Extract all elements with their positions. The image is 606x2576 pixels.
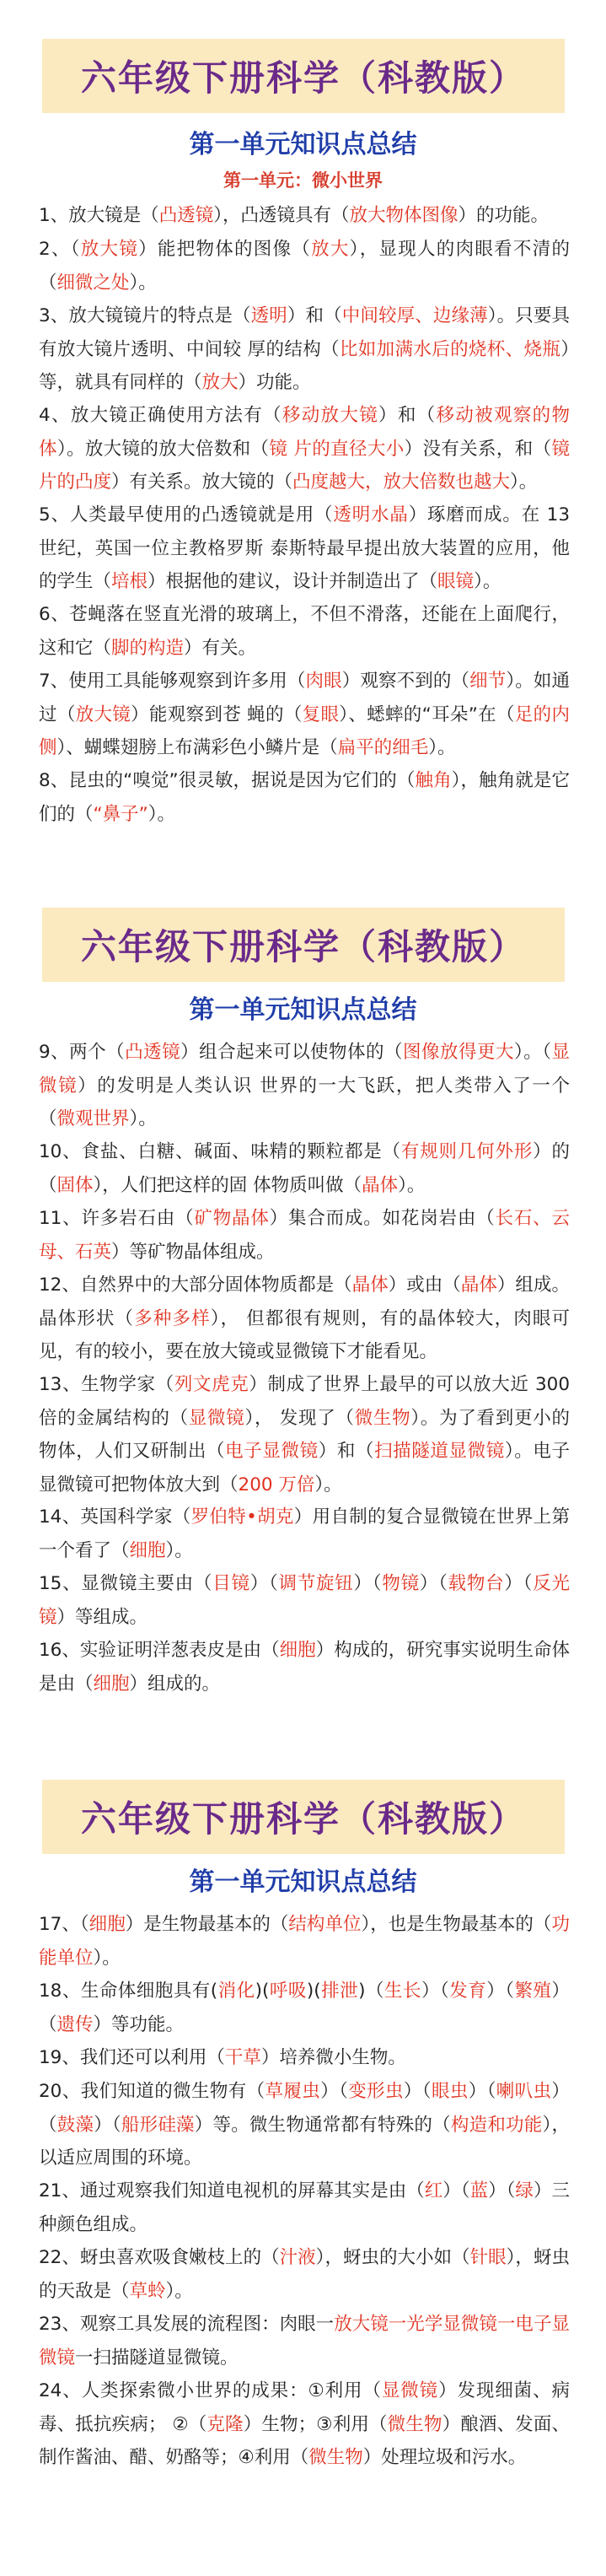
text-segment: ）能把物体的图像（ — [138, 239, 312, 260]
section-3-item-19 — [39, 2041, 570, 2075]
text-segment: 2、（ — [39, 239, 81, 260]
highlighted-term: 变形虫 — [348, 2081, 404, 2102]
text-segment: ）（ — [504, 1573, 534, 1594]
highlighted-term: 晶体 — [362, 1174, 399, 1196]
highlighted-term: 放大镜 — [80, 239, 139, 260]
text-segment: 3、放大镜镜片的特点是（ — [39, 305, 251, 326]
highlighted-term: 反光镜 — [39, 1573, 570, 1628]
highlighted-term: 放大镜一光学显微镜一电子显微镜 — [39, 2314, 570, 2369]
text-segment: 12、自然界中的大部分固体物质都是（ — [39, 1275, 352, 1296]
highlighted-term: 凸度越大，放大倍数也越大 — [292, 472, 511, 493]
highlighted-term: 细胞 — [129, 1539, 166, 1561]
text-segment: ）用自制的复合显微镜在世界上第一个看了（ — [39, 1506, 571, 1561]
highlighted-term: 罗伯特•胡克 — [190, 1506, 294, 1528]
highlighted-term: 构造和功能 — [450, 2114, 543, 2136]
text-segment: ）根据他的建议，设计并制造出了（ — [147, 571, 438, 592]
highlighted-term: 载物台 — [448, 1573, 505, 1594]
highlighted-term: 触角 — [415, 770, 452, 791]
text-segment: ）。 — [147, 803, 176, 825]
text-segment: ）是生物最基本的（ — [125, 1914, 289, 1935]
text-segment: ）制成了世界上最早的可以放大近 300 倍的金属结构的（ — [39, 1374, 571, 1429]
text-segment: ）。 — [129, 272, 157, 294]
highlighted-term: 蓝 — [469, 2180, 489, 2201]
section-3-item-24 — [39, 2374, 570, 2475]
text-segment: ）（ — [403, 2081, 432, 2102]
highlighted-term: 喇叭虫 — [496, 2081, 552, 2102]
highlighted-term: 列文虎克 — [174, 1374, 249, 1395]
highlighted-term: 微生物 — [387, 2413, 442, 2435]
text-segment: ）功能。 — [238, 372, 311, 393]
section-1-banner-title: 六年级下册科学（科教版） — [80, 57, 526, 99]
text-segment: 10、食盐、白糖、碱面、味精的颗粒都是（ — [39, 1141, 401, 1162]
text-segment: 23、观察工具发展的流程图：肉眼一 — [39, 2314, 335, 2335]
highlighted-term: 扫描隧道显微镜 — [374, 1441, 505, 1462]
highlighted-term: 排泄 — [320, 1981, 359, 2002]
highlighted-term: 细节 — [469, 671, 507, 692]
highlighted-term: 透明 — [250, 305, 287, 326]
highlighted-term: 眼虫 — [431, 2081, 469, 2102]
text-segment: ）（ — [442, 2180, 470, 2201]
text-segment: ）有关系。放大镜的（ — [111, 472, 293, 493]
section-2-item-13 — [39, 1368, 570, 1501]
text-segment: 22、蚜虫喜欢吸食嫩枝上的（ — [39, 2247, 280, 2268]
text-segment: )( — [255, 1981, 270, 2002]
highlighted-term: 放大 — [311, 239, 350, 260]
highlighted-term: 呼吸 — [269, 1981, 307, 2002]
highlighted-term: 微生物 — [308, 2447, 363, 2468]
text-segment: ）。（ — [513, 1042, 552, 1063]
text-segment: 11、许多岩石由（ — [39, 1208, 195, 1229]
text-segment: ）、蟋蟀的“耳朵”在（ — [339, 703, 515, 725]
highlighted-term: 扁平的细毛 — [337, 737, 429, 758]
text-segment: ）没有关系，和（ — [404, 438, 552, 460]
text-segment: ）等。微生物通常都有特殊的（ — [194, 2114, 451, 2136]
section-3-item-22 — [39, 2241, 570, 2308]
text-segment: ）和（ — [318, 1441, 375, 1462]
highlighted-term: 调节旋钮 — [278, 1573, 354, 1594]
section-2-item-16 — [39, 1634, 570, 1700]
highlighted-term: 镜片的凸度 — [39, 438, 570, 493]
text-segment: ）。 — [398, 1174, 426, 1196]
highlighted-term: 物镜 — [382, 1573, 420, 1594]
text-segment: ）（ — [486, 1981, 515, 2002]
highlighted-term: 细胞 — [88, 1914, 126, 1935]
section-1-item-3 — [39, 299, 570, 400]
text-segment: 19、我们还可以利用（ — [39, 2047, 225, 2068]
text-segment: 15、显微镜主要由（ — [39, 1573, 213, 1594]
highlighted-term: 功能单位 — [39, 1914, 570, 1969]
text-segment: 7、使用工具能够观察到许多用（ — [39, 671, 306, 692]
section-3-item-17 — [39, 1908, 570, 1975]
text-segment: ）观察不到的（ — [341, 671, 470, 692]
highlighted-term: 显微镜 — [188, 1407, 245, 1429]
text-segment: ）。 — [93, 1947, 121, 1969]
text-segment: ）的功能。 — [458, 205, 549, 226]
highlighted-term: 克隆 — [206, 2413, 244, 2435]
section-1-item-8 — [39, 764, 570, 831]
highlighted-term: 放大物体图像 — [349, 205, 459, 226]
text-segment: ）生物；③利用（ — [243, 2413, 388, 2435]
text-segment: ）、蝴蝶翅膀上布满彩色小鳞片是（ — [56, 737, 338, 758]
text-segment: ）（ — [488, 2180, 516, 2201]
highlighted-term: 微观世界 — [56, 1108, 130, 1129]
section-1-item-1 — [39, 199, 570, 233]
highlighted-term: 显微镜 — [381, 2380, 439, 2401]
highlighted-term: 移动放大镜 — [282, 405, 379, 426]
highlighted-term: 发育 — [449, 1981, 487, 2002]
text-segment: ）（ — [419, 1573, 448, 1594]
highlighted-term: 绿 — [515, 2180, 534, 2201]
section-3-banner-title: 六年级下册科学（科教版） — [80, 1798, 526, 1840]
text-segment: ）。 — [165, 1539, 193, 1561]
highlighted-term: 红 — [424, 2180, 443, 2201]
highlighted-term: 复眼 — [302, 703, 340, 725]
text-segment: ）的（ — [39, 1141, 570, 1196]
text-segment: ）的发明是人类认识 世界的一大飞跃，把人类带入了一个（ — [39, 1075, 570, 1129]
highlighted-term: 繁殖 — [514, 1981, 552, 2002]
section-2-subtitle: 第一单元知识点总结 — [189, 995, 417, 1025]
section-2-item-14 — [39, 1501, 570, 1567]
text-segment: ）。只要具有放大镜片透明、中间较 厚的结构（ — [39, 305, 570, 360]
text-segment: ）。 — [474, 571, 501, 592]
text-segment: ）发现细菌、病毒、抵抗疾病； ②（ — [39, 2380, 570, 2435]
highlighted-term: 草履虫 — [265, 2081, 321, 2102]
highlighted-term: 草蛉 — [129, 2280, 166, 2302]
highlighted-term: 肉眼 — [305, 671, 342, 692]
highlighted-term: 镜 片的直径大小 — [269, 438, 405, 460]
text-segment: ），触角就是它们的（ — [39, 770, 570, 825]
text-segment: ）等组成。 — [56, 1606, 148, 1628]
highlighted-term: 移动被观察的物体 — [39, 405, 570, 460]
highlighted-term: 目镜 — [212, 1573, 250, 1594]
text-segment: 6、苍蝇落在竖直光滑的玻璃上，不但不滑落，还能在上面爬行，这和它（ — [39, 604, 570, 659]
section-3-item-21 — [39, 2175, 570, 2241]
text-segment: 1、放大镜是（ — [39, 205, 159, 226]
text-segment: ）处理垃圾和污水。 — [362, 2447, 527, 2468]
highlighted-term: 放大镜 — [75, 703, 131, 725]
text-segment: ）组成。晶体形状（ — [39, 1275, 570, 1329]
section-2-item-10 — [39, 1135, 570, 1202]
section-2-item-11 — [39, 1202, 570, 1269]
section-3-item-18 — [39, 1975, 570, 2041]
highlighted-term: 结构单位 — [288, 1914, 362, 1935]
text-segment: ）， 但都很有规则，有的晶体较大，肉眼可见，有的较小，要在放大镜或显微镜下才能看见。 — [39, 1307, 570, 1362]
highlighted-term: 固体 — [56, 1174, 94, 1196]
text-segment: ），显现人的肉眼看不清的（ — [39, 239, 570, 294]
highlighted-term: 凸透镜 — [125, 1042, 181, 1063]
section-3-item-23 — [39, 2308, 570, 2374]
section-1-item-2 — [39, 233, 570, 299]
section-2-banner — [42, 908, 565, 982]
text-segment: ）有关。 — [184, 637, 257, 659]
highlighted-term: 足的内侧 — [39, 703, 570, 758]
section-3-banner — [42, 1780, 565, 1854]
text-segment: 13、生物学家（ — [39, 1374, 174, 1395]
highlighted-term: 200 万倍 — [238, 1474, 315, 1495]
section-2-item-15 — [39, 1567, 570, 1634]
text-segment: ），凸透镜具有（ — [213, 205, 350, 226]
highlighted-term: 放大 — [201, 372, 239, 393]
text-segment: ）能观察到苍 蝇的（ — [131, 703, 303, 725]
highlighted-term: 细微之处 — [56, 272, 130, 294]
section-3-item-20 — [39, 2075, 570, 2175]
section-1-banner — [42, 39, 565, 113]
text-segment: 17、（ — [39, 1914, 89, 1935]
section-2-banner-title: 六年级下册科学（科教版） — [80, 926, 526, 967]
text-segment: ）琢磨而成。在 13 世纪，英国一位主教格罗斯 泰斯特最早提出放大装置的应用，他的学生（ — [39, 504, 570, 592]
text-segment: ）和（ — [378, 405, 437, 426]
highlighted-term: 消化 — [217, 1981, 255, 2002]
text-segment: ）。 — [510, 472, 538, 493]
section-1-item-4 — [39, 399, 570, 499]
text-segment: ）（ — [421, 1981, 450, 2002]
section-1-item-6 — [39, 598, 570, 665]
highlighted-term: 有规则几何外形 — [400, 1141, 534, 1162]
highlighted-term: 细胞 — [279, 1640, 316, 1661]
section-1-unit-title: 第一单元：微小世界 — [223, 170, 383, 191]
highlighted-term: 脚的构造 — [111, 637, 185, 659]
text-segment: ）和（ — [287, 305, 342, 326]
text-segment: 4、放大镜正确使用方法有（ — [39, 405, 282, 426]
text-segment: ）等，就具有同样的（ — [39, 338, 570, 393]
text-segment: ），蚜虫的天敌是（ — [39, 2247, 570, 2302]
highlighted-term: 微生物 — [354, 1407, 411, 1429]
text-segment: 5、人类最早使用的凸透镜就是用（ — [39, 504, 334, 525]
text-segment: )（ — [358, 1981, 384, 2002]
highlighted-term: 中间较厚、边缘薄 — [341, 305, 488, 326]
section-3-subtitle: 第一单元知识点总结 — [189, 1867, 417, 1897]
highlighted-term: 生长 — [384, 1981, 421, 2002]
text-segment: 14、英国科学家（ — [39, 1506, 191, 1528]
text-segment: ），以适应周围的环境。 — [39, 2114, 570, 2169]
highlighted-term: 针眼 — [469, 2247, 507, 2268]
text-segment: ），人们把这样的固 体物质叫做（ — [93, 1174, 362, 1196]
highlighted-term: 汁液 — [279, 2247, 316, 2268]
text-segment: ）酿酒、发面、制作酱油、醋、奶酪等；④利用（ — [39, 2413, 570, 2468]
highlighted-term: 遗传 — [56, 2013, 94, 2035]
text-segment: ）。放大镜的放大倍数和（ — [56, 438, 270, 460]
text-segment: 一扫描隧道显微镜。 — [75, 2347, 239, 2369]
text-segment: )( — [306, 1981, 321, 2002]
text-segment: ）培养微小生物。 — [260, 2047, 406, 2068]
section-1-item-5 — [39, 498, 570, 599]
highlighted-term: 长石、云母、石英 — [39, 1208, 570, 1263]
section-2-item-12 — [39, 1269, 570, 1369]
highlighted-term: 显微镜 — [39, 1042, 570, 1097]
text-segment: ）。为了看到更小的物体，人们又研制出（ — [39, 1407, 570, 1462]
highlighted-term: 干草 — [224, 2047, 261, 2068]
text-segment: ）集合而成。如花岗岩由（ — [269, 1208, 496, 1229]
text-segment: ）组合起来可以使物体的（ — [180, 1042, 404, 1063]
section-2-item-9 — [39, 1036, 570, 1136]
text-segment: ）等功能。 — [93, 2013, 185, 2035]
highlighted-term: 船形硅藻 — [121, 2114, 195, 2136]
text-segment: ）。 — [129, 1108, 157, 1129]
highlighted-term: 透明水晶 — [333, 504, 409, 525]
highlighted-term: 多种多样 — [134, 1307, 211, 1329]
text-segment: ）组成的。 — [129, 1673, 221, 1695]
text-segment: ）（ — [39, 1981, 570, 2035]
text-segment: ）。电子显微镜可把物体放大到（ — [39, 1441, 570, 1495]
text-segment: ）构成的，研究事实说明生命体是由（ — [39, 1640, 570, 1695]
text-segment: 18、生命体细胞具有( — [39, 1981, 218, 2002]
text-segment: 8、昆虫的“嗅觉”很灵敏，据说是因为它们的（ — [39, 770, 416, 791]
highlighted-term: 细胞 — [93, 1673, 130, 1695]
section-1-item-7 — [39, 665, 570, 765]
highlighted-term: 矿物晶体 — [194, 1208, 270, 1229]
text-segment: 9、两个（ — [39, 1042, 126, 1063]
text-segment: ）或由（ — [388, 1275, 461, 1296]
text-segment: ）（ — [39, 2081, 570, 2136]
text-segment: ）。 — [428, 737, 456, 758]
text-segment: ）。 — [165, 2280, 193, 2302]
text-segment: ）。如通过（ — [39, 671, 570, 725]
text-segment: ）（ — [353, 1573, 383, 1594]
text-segment: ）。 — [314, 1474, 342, 1495]
text-segment: ）三种颜色组成。 — [39, 2180, 570, 2235]
highlighted-term: 比如加满水后的烧杯、烧瓶 — [339, 338, 561, 360]
text-segment: ）等矿物晶体组成。 — [111, 1241, 275, 1263]
text-segment: ），蚜虫的大小如（ — [315, 2247, 470, 2268]
highlighted-term: 图像放得更大 — [403, 1042, 514, 1063]
text-segment: ）， 发现了（ — [244, 1407, 355, 1429]
highlighted-term: 晶体 — [351, 1275, 389, 1296]
text-segment: 16、实验证明洋葱表皮是由（ — [39, 1640, 280, 1661]
highlighted-term: 电子显微镜 — [225, 1441, 319, 1462]
text-segment: 21、通过观察我们知道电视机的屏幕其实是由（ — [39, 2180, 425, 2201]
text-segment: 24、人类探索微小世界的成果：①利用（ — [39, 2380, 382, 2401]
text-segment: ）（ — [320, 2081, 349, 2102]
text-segment: ）（ — [468, 2081, 496, 2102]
text-segment: ）（ — [94, 2114, 121, 2136]
section-1-subtitle: 第一单元知识点总结 — [189, 130, 417, 159]
highlighted-term: 眼镜 — [437, 571, 475, 592]
text-segment: ），也是生物最基本的（ — [361, 1914, 552, 1935]
highlighted-term: 晶体 — [460, 1275, 497, 1296]
highlighted-term: 鼓藻 — [56, 2114, 94, 2136]
highlighted-term: 凸透镜 — [158, 205, 214, 226]
text-segment: 20、我们知道的微生物有（ — [39, 2081, 265, 2102]
text-segment: ）（ — [249, 1573, 279, 1594]
highlighted-term: 培根 — [111, 571, 148, 592]
highlighted-term: “鼻子” — [93, 803, 148, 825]
